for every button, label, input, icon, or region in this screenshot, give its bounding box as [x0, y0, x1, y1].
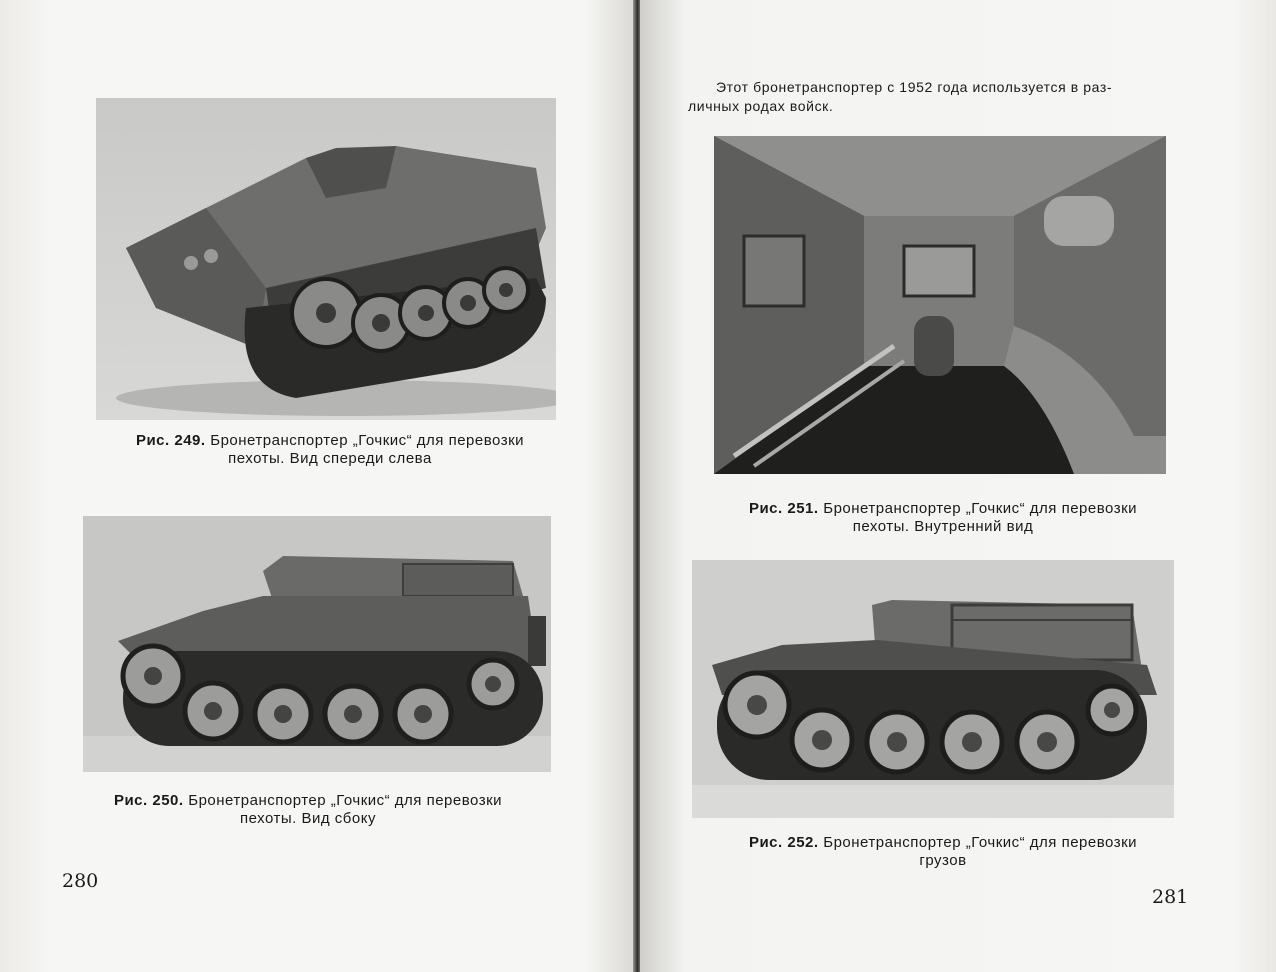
- figure-252-caption: [688, 834, 1198, 870]
- figure-249-photo: [96, 98, 556, 420]
- page-number-right: 281: [1152, 886, 1189, 908]
- intro-paragraph: [688, 78, 1198, 116]
- figure-252-caption-line2: грузов: [919, 852, 967, 869]
- figure-250-caption: [58, 792, 558, 828]
- figure-250-caption-line1: Бронетранспортер „Гочкис“ для перевозки: [183, 792, 503, 809]
- figure-252-label: Рис. 252.: [748, 834, 819, 851]
- figure-249-caption-line1: Бронетранспортер „Гочкис“ для перевозки: [205, 432, 525, 449]
- figure-252-caption-line1: Бронетранспортер „Гочкис“ для перевозки: [818, 834, 1138, 851]
- figure-252-photo: [692, 560, 1174, 818]
- figure-251-label: Рис. 251.: [748, 500, 819, 517]
- figure-251-caption-line1: Бронетранспортер „Гочкис“ для перевозки: [818, 500, 1138, 517]
- page-number-left: 280: [62, 870, 99, 892]
- figure-251-photo: [714, 136, 1166, 474]
- figure-249-caption-line2: пехоты. Вид спереди слева: [228, 450, 432, 467]
- left-page: [0, 0, 636, 972]
- figure-250-label: Рис. 250.: [113, 792, 184, 809]
- figure-251-caption: [688, 500, 1198, 536]
- right-page: [640, 0, 1276, 972]
- figure-250-photo: [83, 516, 551, 772]
- intro-line-2: личных родах войск.: [688, 98, 834, 114]
- figure-251-caption-line2: пехоты. Внутренний вид: [852, 518, 1034, 535]
- intro-line-1: Этот бронетранспортер с 1952 года используется в раз-: [716, 79, 1113, 95]
- figure-250-caption-line2: пехоты. Вид сбоку: [240, 810, 376, 827]
- figure-249-label: Рис. 249.: [135, 432, 206, 449]
- figure-249-caption: [70, 432, 590, 468]
